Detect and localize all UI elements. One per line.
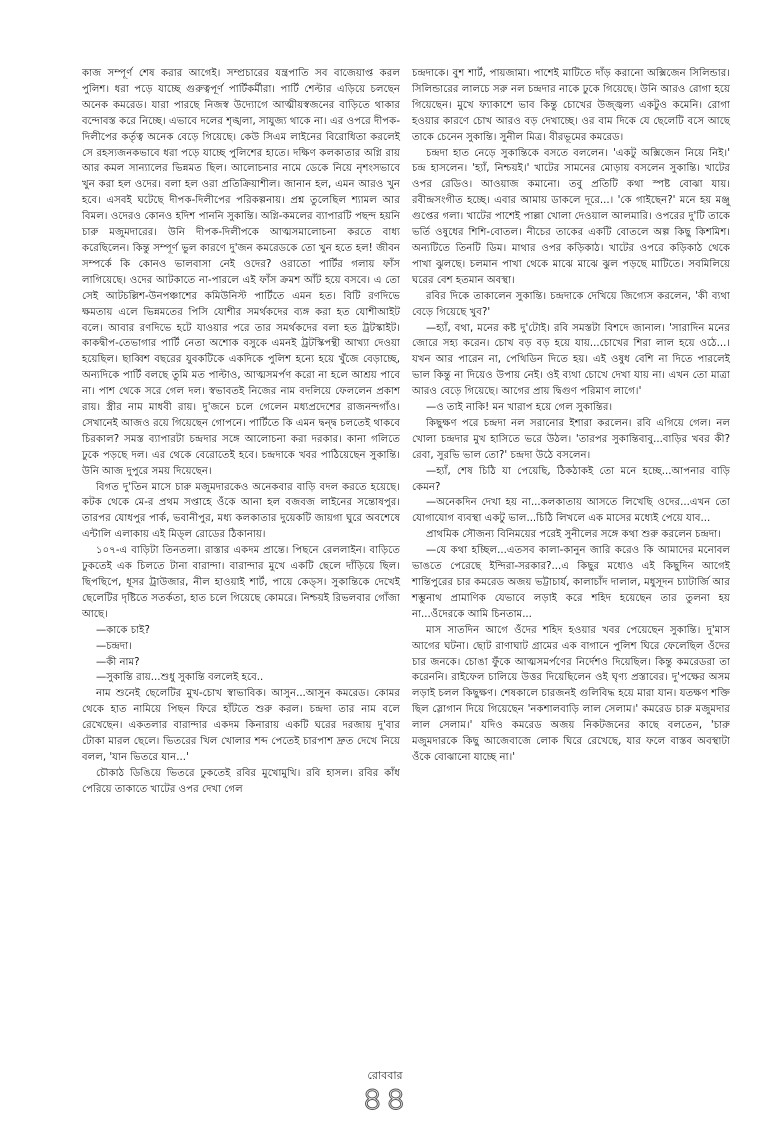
paragraph: চন্দ্রদা হাত নেড়ে সুকান্তিকে বসতে বললেন। 'একটু অক্সিজেন নিয়ে নিই।' চন্দ্র হাসলেন। 'হ্যাঁ, নিশ্চয়ই।' খাটের সামনের মোড়ায় বসলেন সুকান্তি। খাটের ওপর রেডিও। আওয়াজ কমানো। তবু প্রতিটি কথা স্পষ্ট বোঝা যায়। রবীন্দ্রসংগীত হচ্ছে। এবার আমায় ডাকলে দূরে...। 'কে গাইছেন?' মনে হয় মঞ্জু গুপ্তের গলা। খাটের পাশেই পাল্লা খোলা দেওয়াল আলমারি। ওপরের দু'টি তাকে ভর্তি ওষুধের শিশি-বোতল। নীচের তাকের একটি বোতলে অল্প কিছু কিশমিশ। অন্যটিতে তিনটি ডিম। মাথার ওপর কড়িকাঠ। খাটের ওপরে কড়িকাঠ থেকে পাখা ঝুলছে। চলমান পাখা থেকে মাঝে মাঝে ঝুল পড়ছে মাটিতে। সবমিলিয়ে ঘরের বেশ হতমান অবস্থা। [412,147,730,286]
paragraph: চৌকাঠ ডিঙিয়ে ভিতরে ঢুকতেই রবির মুখোমুখি। রবি হাসল। রবির কাঁধ পেরিয়ে তাকাতে খাটের ওপর দেখা গেল [82,767,400,795]
paragraph: নাম শুনেই ছেলেটির মুখ-চোখ স্বাভাবিক। আসুন...আসুন কমরেড। কোমর থেকে হাত নামিয়ে পিছন ফিরে হাঁটতে শুরু করল। চন্দ্রদা তার নাম বলে রেখেছেন। একতলার বারান্দার একদম কিনারায় একটি ঘরের দরজায় দু'বার টোকা মারল ছেলে। ভিতরের খিল খোলার শব্দ পেতেই চারপাশ দ্রুত দেখে নিয়ে বলল, 'যান ভিতরে যান...' [82,688,400,763]
paragraph: মাস সাতদিন আগে ওঁদের শহিদ হওয়ার খবর পেয়েছেন সুকান্তি। দু'মাস আগের ঘটনা। ছোট রাণাঘাট গ্রামের এক বাগানে পুলিশ ঘিরে ফেলেছিল ওঁদের চার জনকে। চোঙা ফুঁকে আত্মসমর্পণের নির্দেশও দিয়েছিল। কিন্তু কমরেডরা তা করেননি। রাইফেল চালিয়ে উত্তর দিয়েছিলেন ওই ঘৃণ্য প্রস্তাবের। দু'পক্ষের অসম লড়াই চলল কিছুক্ষণ। শেষকালে চারজনই গুলিবিদ্ধ হয়ে মারা যান। যতক্ষণ শক্তি ছিল স্লোগান দিয়ে গিয়েছেন 'নকশালবাড়ি লাল সেলাম।' কমরেড চারু মজুমদার লাল সেলাম।' যদিও কমরেড অজয় নিকটজনের কাছে বলতেন, 'চারু মজুমদারকে কিছু আজেবাজে লোক ঘিরে রেখেছে, যার ফলে বাস্তব অবস্থাটা ওঁকে বোঝানো যাচ্ছে না।' [412,624,730,763]
left-text-column [82,66,400,798]
paragraph: বিগত দু'তিন মাসে চারু মজুমদারকেও অনেকবার বাড়ি বদল করতে হয়েছে। কটক থেকে মে-র প্রথম সপ্তাহে ওঁকে আনা হল বজবজ লাইনের সন্তোষপুর। তারপর যোধপুর পার্ক, ভবানীপুর, মধ্য কলকাতার দুয়েকটি জায়গা ঘুরে অবশেষে এন্টালি এলাকায় এই মিড্‌ল রোডের ঠিকানায়। [82,481,400,541]
paragraph: —যে কথা হচ্ছিল...এতসব কালা-কানুন জারি করেও কি আমাদের মনোবল ভাঙতে পেরেছে ইন্দিরা-সরকার?...এ কিছুর মধ্যেও এই কিছুদিন আগেই শান্তিপুরের চার কমরেড অজয় ভট্টাচার্য, কালাচাঁদ দালাল, মধুসূদন চ্যাটার্জি আর শম্ভুনাথ প্রামাণিক যেভাবে লড়াই করে শহিদ হয়েছেন তার তুলনা হয় না...ওঁদেরকে আমি চিনতাম... [412,545,730,620]
paragraph: —চন্দ্রদা। [96,640,132,652]
paragraph: রবির দিকে তাকালেন সুকান্তি। চন্দ্রদাকে দেখিয়ে জিগ্যেস করলেন, 'কী ব্যথা বেড়ে গিয়েছে খুব?' [412,290,730,318]
paragraph: —কী নাম? [96,656,140,668]
paragraph: ১০৭-এ বাড়িটা তিনতলা। রাস্তার একদম প্রান্তে। পিছনে রেললাইন। বাড়িতে ঢুকতেই এক চিলতে টানা বারান্দা। বারান্দার মুখে একটি ছেলে দাঁড়িয়ে ছিল। ছিপছিপে, ধূসর ট্রাউজার, নীল হাওয়াই শার্ট, পায়ে কেড্‌স। সুকান্তিকে দেখেই ছেলেটির দৃষ্টিতে সতর্কতা, হাত চলে গিয়েছে কোমরে। নিশ্চয়ই রিভলবার গোঁজা আছে। [82,545,400,620]
paragraph: —ও তাই নাকি! মন খারাপ হয়ে গেল সুকান্তির। [426,402,613,414]
magazine-name: রোববার [367,1069,403,1082]
paragraph: —সুকান্তি রায়...শুধু সুকান্তি বললেই হবে.. [96,672,264,684]
right-text-column [412,66,730,766]
paragraph: প্রাথমিক সৌজন্য বিনিময়ের পরেই সুনীলের সঙ্গে কথা শুরু করলেন চন্দ্রদা। [426,529,721,541]
paragraph: চন্দ্রদাকে। বুশ শার্ট, পায়জামা। পাশেই মাটিতে দাঁড় করানো অক্সিজেন সিলিন্ডার। সিলিন্ডারের লালচে সরু নল চন্দ্রদার নাকে ঢুকে গিয়েছে। উনি আরও রোগা হয়ে গিয়েছেন। মুখে ফ্যাকাশে ভাব কিন্তু চোখের উজ্জ্বল্য একটুও কমেনি। রোগা হওয়ার কারণে চোখ আরও বড় দেখাচ্ছে। ওর বাম দিকে যে ছেলেটি বসে আছে তাকে চেনেন সুকান্তি। সুনীল মিত্র। বীরভূমের কমরেড। [412,68,730,143]
paragraph: কাজ সম্পূর্ণ শেষ করার আগেই। সম্প্রচারের যন্ত্রপাতি সব বাজেয়াপ্ত করল পুলিশ। ধরা পড়ে যাচ্ছে গুরুত্বপূর্ণ পার্টিকর্মীরা। পার্টি শেল্টার এড়িয়ে চলছেন অনেক কমরেড। যারা পারছে নিজস্ব উদ্যোগে আত্মীয়স্বজনের বাড়িতে থাকার বন্দোবস্ত করে নিচ্ছে। এভাবে দলের শৃঙ্খলা, সাযুজ্য থাকে না। এর ওপরে দীপক-দিলীপের কর্তৃত্ব অনেক বেড়ে গিয়েছে। কেউ সিএম লাইনের বিরোধিতা করলেই সে রহস্যজনকভাবে ধরা পড়ে যাচ্ছে পুলিশের হাতে। দক্ষিণ কলকাতার অগ্নি রায় আর কমল সান্যালের ভিন্নমত ছিল। আলোচনার নামে ডেকে নিয়ে নৃশংসভাবে খুন করা হল ওদের। বলা হল ওরা প্রতিক্রিয়াশীল। জানান হল, এমন আরও খুন হবে। এসবই ঘটেছে দীপক-দিলীপের পরিকল্পনায়। প্রশ্ন তুলেছিল শ্যামল আর বিমল। ওদেরও কোনও হদিশ পাননি সুকান্তি। অগ্নি-কমলের ব্যাপারটি পছন্দ হয়নি চারু মজুমদারের। উনি দীপক-দিলীপকে আত্মসমালোচনা করতে বাধ্য করেছিলেন। কিন্তু সম্পূর্ণ ভুল কারণে দু'জন কমরেডকে তো খুন হতে হল! জীবন সম্পর্কে কি কোনও ভালবাসা নেই ওদের? ওরাতো পার্টির গলায় ফাঁস লাগিয়েছে। ওদের আটকাতে না-পারলে এই ফাঁস ক্রমশ আঁট হয়ে বসবে। এ তো সেই আটচল্লিশ-উনপঞ্চাশের কমিউনিস্ট পার্টিতে এমন হত। বিটি রণদিভে ক্ষমতায় এলে ভিন্নমতের পিসি যোশীর সমর্থকদের ব্যঙ্গ করা হত যোশীআইট বলে। আবার রণদিভে হটে যাওয়ার পরে তার সমর্থকদের বলা হত ট্রটস্কাইট। কাকদ্বীপ-তেভাগার পার্টি নেতা অশোক বসুকে এমনই ট্রটস্কিপন্থী আখ্যা দেওয়া হয়েছিল। ছাব্বিশ বছরের যুবকটিকে একদিকে পুলিশ হন্যে হয়ে খুঁজে বেড়াচ্ছে, অন্যদিকে পার্টি বলছে তুমি মত পাল্টাও, আত্মসমর্পণ করো না হলে আশ্রয় পাবে না। পাশ থেকে সরে গেল দল। স্বভাবতই নিজের নাম বদলিয়ে ফেললেন প্রকাশ রায়। স্ত্রীর নাম মাধবী রায়। দু'জনে চলে গেলেন মধ্যপ্রদেশের রাজনন্দগাঁও। সেখানেই আজও রয়ে গিয়েছেন গোপনে। পার্টিতে কি এমন দ্বন্দ্ব চলতেই থাকবে চিরকাল? সমস্ত ব্যাপারটা চন্দ্রদার সঙ্গে আলোচনা করা দরকার। কানা গলিতে ঢুকে পড়ছে দল। এর থেকে বেরোতেই হবে। চন্দ্রদাকে খবর পাঠিয়েছেন সুকান্তি। উনি আজ দুপুরে সময় দিয়েছেন। [82,68,400,477]
paragraph: —কাকে চাই? [96,624,150,636]
paragraph: —হ্যাঁ, শেষ চিঠি যা পেয়েছি, ঠিকঠাকই তো মনে হচ্ছে...আপনার বাড়ি কেমন? [412,465,730,493]
page-number: ৪৪ [361,1079,409,1118]
paragraph: —অনেকদিন দেখা হয় না...কলকাতায় আসতে লিখেছি ওদের...এখন তো যোগাযোগ ব্যবস্থা একটু ভাল...চিঠি লিখলে এক মাসের মধ্যেই পেয়ে যাব... [412,497,730,525]
paragraph: —হ্যাঁ, বথা, মনের কষ্ট দু'টোই। রবি সমস্তটা বিশদে জানাল। 'সারাদিন মনের জোরে সহ্য করেন। চোখ বড় বড় হয়ে যায়...চোখের শিরা লাল হয়ে ওঠে...। যখন আর পারেন না, পেথিডিন দিতে হয়। এই ওষুধ বেশি না দিতে পারলেই ভাল কিন্তু না দিয়েও উপায় নেই। ওই ব্যথা চোখে দেখা যায় না। এখন তো মাত্রা আরও বেড়ে গিয়েছে। আগের প্রায় দ্বিগুণ পরিমাণ লাগে।' [412,322,730,398]
paragraph: কিছুক্ষণ পরে চন্দ্রদা নল সরানোর ইশারা করলেন। রবি এগিয়ে গেল। নল খোলা চন্দ্রদার মুখ হাসিতে ভরে উঠল। 'তারপর সুকান্তিবাবু...বাড়ির খবর কী? রেবা, সুরভি ভাল তো?' চন্দ্রদা উঠে বসলেন। [412,417,730,461]
